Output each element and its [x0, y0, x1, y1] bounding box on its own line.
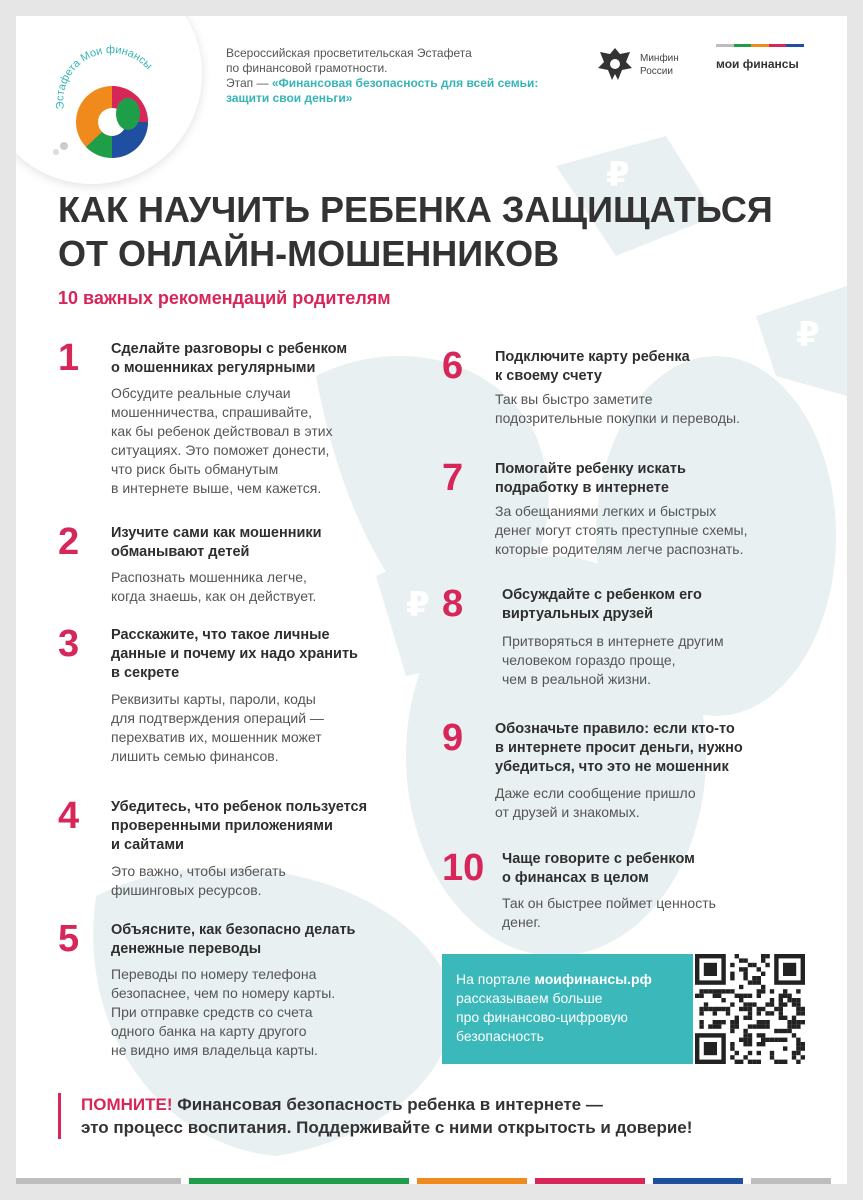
tip-body-line: денег.	[502, 914, 541, 930]
svg-text:Эстафета Мои финансы: Эстафета Мои финансы	[54, 43, 155, 110]
footer-color-bar	[16, 1178, 847, 1184]
tip-body-line: подозрительные покупки и переводы.	[495, 410, 740, 426]
portal-text: про финансово-цифровую	[456, 1009, 628, 1025]
tip-number: 3	[58, 623, 80, 665]
tip-body-line: не видно имя владельца карты.	[111, 1042, 318, 1058]
portal-link[interactable]: моифинансы.рф	[534, 971, 652, 987]
tip-body-line: Реквизиты карты, пароли, коды	[111, 691, 316, 707]
stage-name: «Финансовая безопасность для всей семьи: защити свои деньги»	[226, 76, 539, 105]
tip-heading-line: убедиться, что это не мошенник	[495, 759, 729, 775]
tip-heading	[111, 524, 322, 562]
tip-heading	[111, 798, 367, 855]
tip-body-line: перехватив их, мошенник может	[111, 729, 322, 745]
tip-body-line: для подтверждения операций —	[111, 710, 324, 726]
relay-intro	[226, 46, 546, 106]
tip-body-line: При отправке средств со счета	[111, 1004, 313, 1020]
tip-body-line: как бы ребенок действовал в этих	[111, 423, 333, 439]
minfin-logo	[596, 44, 706, 84]
svg-text:₽: ₽	[606, 155, 630, 195]
tip-body	[495, 784, 696, 822]
tip-body-line: чем в реальной жизни.	[502, 671, 652, 687]
tip-heading-line: о мошенниках регулярными	[111, 360, 316, 376]
minfin-label: России	[640, 66, 673, 77]
tip-body-line: Притворяться в интернете другим	[502, 633, 724, 649]
tip-item	[58, 338, 428, 498]
footer-segment	[189, 1178, 409, 1184]
tip-body-line: За обещаниями легких и быстрых	[495, 503, 717, 519]
tip-body-line: одного банка на карту другого	[111, 1023, 307, 1039]
tip-number: 6	[442, 345, 464, 387]
tip-body-line: Так вы быстро заметите	[495, 391, 653, 407]
page-title	[58, 188, 818, 276]
minfin-label: Минфин	[640, 53, 679, 64]
tip-body-line: Так он быстрее поймет ценность	[502, 895, 716, 911]
tip-heading	[111, 626, 358, 683]
brand-name: мои финансы	[716, 57, 799, 71]
tip-body-line: денег могут стоять преступные схемы,	[495, 522, 748, 538]
tip-body	[111, 862, 286, 900]
footer-segment	[16, 1178, 181, 1184]
tip-heading-line: денежные переводы	[111, 941, 262, 957]
tip-heading-line: о финансах в целом	[502, 870, 649, 886]
title-line: ОТ ОНЛАЙН-МОШЕННИКОВ	[58, 233, 560, 274]
tip-heading-line: Обозначьте правило: если кто-то	[495, 721, 735, 737]
footer-segment	[653, 1178, 743, 1184]
tip-number: 2	[58, 521, 80, 563]
tip-body-line: Даже если сообщение пришло	[495, 785, 696, 801]
tip-body-line: Переводы по номеру телефона	[111, 966, 317, 982]
tip-body	[502, 894, 716, 932]
tip-number: 5	[58, 918, 80, 960]
tip-number: 10	[442, 847, 485, 889]
tip-body-line: человеком гораздо проще,	[502, 652, 676, 668]
tip-heading-line: данные и почему их надо хранить	[111, 646, 358, 662]
portal-info-box	[442, 954, 693, 1064]
tip-heading-line: Убедитесь, что ребенок пользуется	[111, 799, 368, 815]
tip-body	[111, 965, 335, 1060]
tip-body-line: безопаснее, чем по номеру карты.	[111, 985, 336, 1001]
tip-heading-line: Чаще говорите с ребенком	[502, 851, 695, 867]
tip-heading-line: Объясните, как безопасно делать	[111, 922, 356, 938]
tip-body-line: от друзей и знакомых.	[495, 804, 640, 820]
tip-body-line: когда знаешь, как он действует.	[111, 588, 317, 604]
tip-heading-line: Сделайте разговоры с ребенком	[111, 341, 348, 357]
tip-heading-line: в секрете	[111, 665, 180, 681]
qr-code[interactable]	[694, 954, 806, 1064]
tip-heading	[495, 720, 743, 777]
tip-heading-line: Помогайте ребенку искать	[495, 461, 686, 477]
title-line: КАК НАУЧИТЬ РЕБЕНКА ЗАЩИЩАТЬСЯ	[58, 189, 773, 230]
tip-item	[58, 624, 428, 784]
poster	[16, 16, 847, 1184]
portal-text: безопасность	[456, 1028, 544, 1044]
tip-heading-line: Изучите сами как мошенники	[111, 525, 322, 541]
tip-heading-line: в интернете просит деньги, нужно	[495, 740, 743, 756]
tip-body	[111, 384, 333, 498]
tip-heading-line: обманывают детей	[111, 544, 250, 560]
remember-note	[58, 1093, 841, 1139]
remember-text: Финансовая безопасность ребенка в интернете —	[172, 1095, 603, 1114]
tip-heading	[502, 850, 695, 888]
tip-number: 8	[442, 583, 464, 625]
tip-body-line: в интернете выше, чем кажется.	[111, 480, 322, 496]
tip-body	[495, 390, 740, 428]
tip-body	[502, 632, 724, 689]
page-subtitle: 10 важных рекомендаций родителям	[58, 288, 391, 308]
portal-text: рассказываем больше	[456, 990, 603, 1006]
tip-heading-line: виртуальных друзей	[502, 606, 653, 622]
tip-heading-line: проверенными приложениями	[111, 818, 333, 834]
tip-body	[111, 568, 316, 606]
footer-segment	[751, 1178, 831, 1184]
tip-heading-line: Подключите карту ребенка	[495, 349, 690, 365]
tip-heading	[111, 921, 355, 959]
svg-text:₽: ₽	[406, 585, 430, 625]
tip-body-line: мошенничества, спрашивайте,	[111, 404, 313, 420]
eagle-emblem-icon	[596, 44, 634, 84]
tip-heading-line: Расскажите, что такое личные	[111, 627, 330, 643]
tip-heading	[502, 586, 702, 624]
relay-logo	[34, 34, 184, 174]
tip-body-line: Распознать мошенника легче,	[111, 569, 307, 585]
tip-item	[58, 919, 428, 1079]
moi-finansy-logo	[716, 44, 816, 71]
tip-heading	[495, 460, 686, 498]
intro-line: Всероссийская просветительская Эстафета	[226, 46, 472, 60]
tip-body-line: что риск быть обманутым	[111, 461, 279, 477]
intro-line: Этап —	[226, 76, 269, 90]
tip-body	[495, 502, 748, 559]
tip-number: 1	[58, 337, 80, 379]
tip-body-line: Обсудите реальные случаи	[111, 385, 291, 401]
tip-body	[111, 690, 324, 766]
svg-text:₽: ₽	[796, 315, 820, 355]
footer-segment	[417, 1178, 527, 1184]
tip-number: 7	[442, 457, 464, 499]
tip-heading-line: и сайтами	[111, 837, 184, 853]
remember-text: это процесс воспитания. Поддерживайте с ними открытость и доверие!	[81, 1118, 693, 1137]
tip-number: 9	[442, 717, 464, 759]
tip-body-line: лишить семью финансов.	[111, 748, 279, 764]
tip-heading	[495, 348, 690, 386]
tip-heading-line: к своему счету	[495, 368, 602, 384]
footer-segment	[535, 1178, 645, 1184]
tip-body-line: ситуациях. Это поможет донести,	[111, 442, 330, 458]
remember-label: ПОМНИТЕ!	[81, 1095, 173, 1114]
tip-heading	[111, 340, 347, 378]
tip-heading-line: Обсуждайте с ребенком его	[502, 587, 702, 603]
tip-body-line: фишинговых ресурсов.	[111, 882, 262, 898]
portal-text: На портале	[456, 971, 535, 987]
tip-heading-line: подработку в интернете	[495, 480, 669, 496]
tip-body-line: которые родителям легче распознать.	[495, 541, 744, 557]
brand-color-bar	[716, 44, 804, 47]
tip-body-line: Это важно, чтобы избегать	[111, 863, 286, 879]
tip-number: 4	[58, 795, 80, 837]
intro-line: по финансовой грамотности.	[226, 61, 388, 75]
